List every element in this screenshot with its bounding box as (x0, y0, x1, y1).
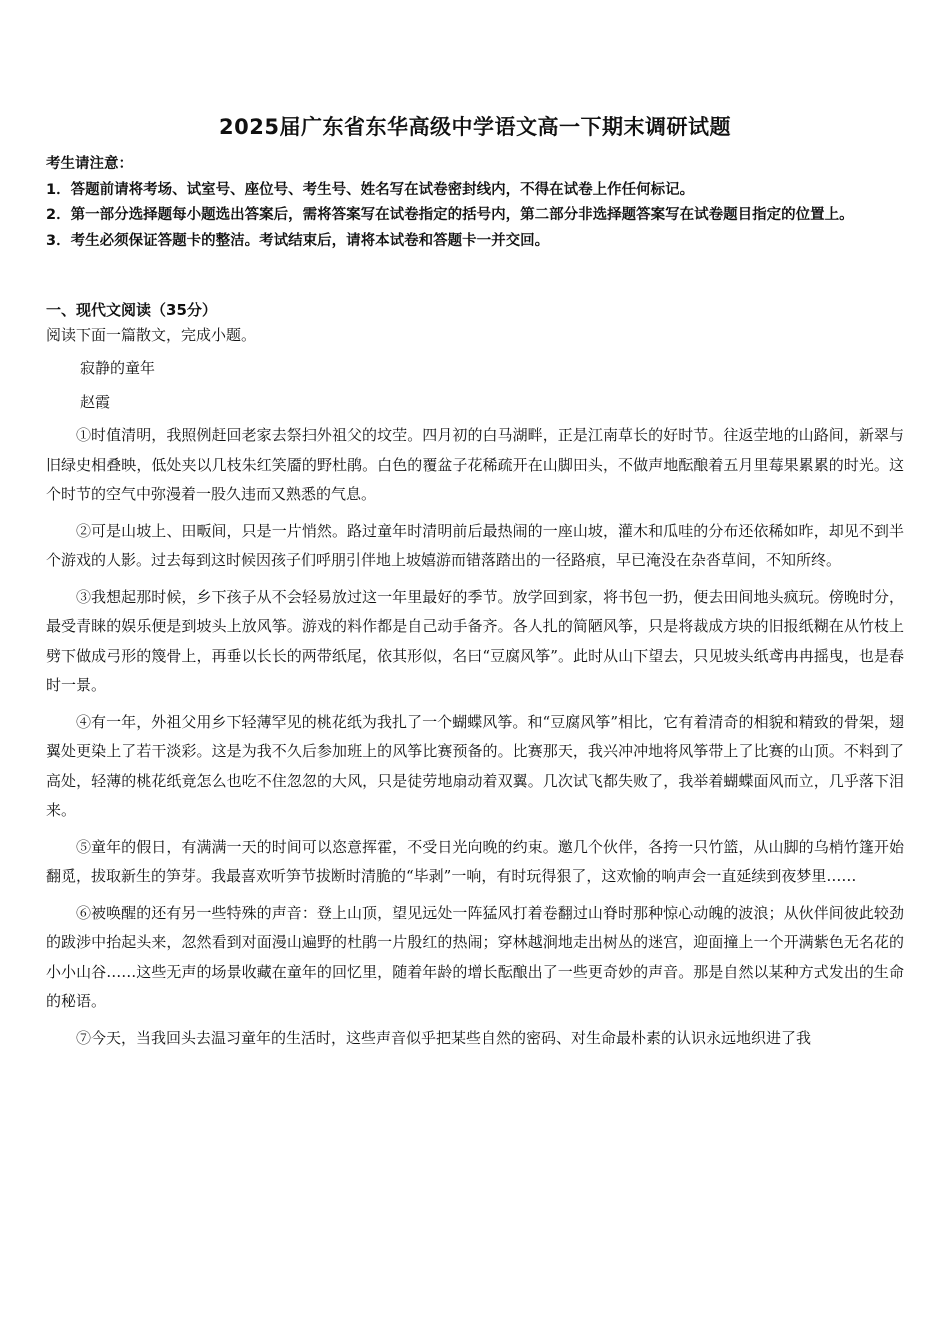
candidate-notice (46, 152, 906, 254)
notice-item-1: 1．答题前请将考场、试室号、座位号、考生号、姓名写在试卷密封线内，不得在试卷上作任何标记。 (46, 181, 695, 198)
notice-item-2: 2．第一部分选择题每小题选出答案后，需将答案写在试卷指定的括号内，第二部分非选择题答案写在试卷题目指定的位置上。 (46, 207, 854, 223)
essay-paragraph-3: ③我想起那时候，乡下孩子从不会轻易放过这一年里最好的季节。放学回到家，将书包一扔，便去田间地头疯玩。傍晚时分，最受青睐的娱乐便是到坡头上放风筝。游戏的料作都是自己动手备齐。各人扎的简陋风筝，只是将裁成方块的旧报纸糊在从竹枝上劈下做成弓形的篾骨上，再垂以长长的两带纸尾，依其形似，名曰“豆腐风筝”。此时从山下望去，只见坡头纸鸢冉冉摇曳，也是春时一景。 (46, 587, 904, 694)
essay-author: 赵霞 (80, 393, 111, 411)
exam-title: 2025届广东省东华高级中学语文高一下期末调研试题 (219, 115, 731, 139)
essay-title: 寂静的童年 (80, 359, 156, 377)
section-heading: 一、现代文阅读（35分） (46, 301, 217, 319)
essay-paragraph-6: ⑥被唤醒的还有另一些特殊的声音：登上山顶，望见远处一阵猛风打着卷翻过山脊时那种惊心动魄的波浪；从伙伴间彼此较劲的跋涉中抬起头来，忽然看到对面漫山遍野的杜鹃一片殷红的热闹；穿林越涧地走出树丛的迷宫，迎面撞上一个开满紫色无名花的小小山谷……这些无声的场景收藏在童年的回忆里，随着年龄的增长酝酿出了一些更奇妙的声音。那是自然以某种方式发出的生命的秘语。 (46, 903, 904, 1010)
essay-paragraph-4: ④有一年，外祖父用乡下轻薄罕见的桃花纸为我扎了一个蝴蝶风筝。和“豆腐风筝”相比，它有着清奇的相貌和精致的骨架，翅翼处更染上了若干淡彩。这是为我不久后参加班上的风筝比赛预备的。比赛那天，我兴冲冲地将风筝带上了比赛的山顶。不料到了高处，轻薄的桃花纸竟怎么也吃不住忽忽的大风，只是徒劳地扇动着双翼。几次试飞都失败了，我举着蝴蝶面风而立，几乎落下泪来。 (46, 712, 904, 819)
essay-paragraph-7: ⑦今天，当我回头去温习童年的生活时，这些声音似乎把某些自然的密码、对生命最朴素的认识永远地织进了我 (76, 1028, 812, 1047)
notice-item-3: 3．考生必须保证答题卡的整洁。考试结束后，请将本试卷和答题卡一并交回。 (46, 232, 550, 249)
essay-paragraph-2: ②可是山坡上、田畈间，只是一片悄然。路过童年时清明前后最热闹的一座山坡，灌木和瓜哇的分布还依稀如昨，却见不到半个游戏的人影。过去每到这时候因孩子们呼朋引伴地上坡嬉游而错落踏出的一径路痕，早已淹没在杂沓草间，不知所终。 (46, 521, 904, 569)
essay-paragraph-1: ①时值清明，我照例赶回老家去祭扫外祖父的坟茔。四月初的白马湖畔，正是江南草长的好时节。往返茔地的山路间，新翠与旧绿史相叠映，低处夹以几枝朱红笑靥的野杜鹃。白色的覆盆子花稀疏开在山脚田头，不做声地酝酿着五月里莓果累累的时光。这个时节的空气中弥漫着一股久违而又熟悉的气息。 (46, 426, 904, 503)
notice-heading: 考生请注意： (46, 156, 133, 172)
essay-paragraph-5: ⑤童年的假日，有满满一天的时间可以恣意挥霍，不受日光向晚的约束。邀几个伙伴，各挎一只竹篮，从山脚的乌梢竹篷开始翻觅，拔取新生的笋芽。我最喜欢听笋节拔断时清脆的“毕剥”一响，有时玩得狠了，这欢愉的响声会一直延续到夜梦里…… (46, 837, 904, 885)
essay-body (46, 421, 904, 1060)
reading-instruction: 阅读下面一篇散文，完成小题。 (46, 326, 257, 344)
